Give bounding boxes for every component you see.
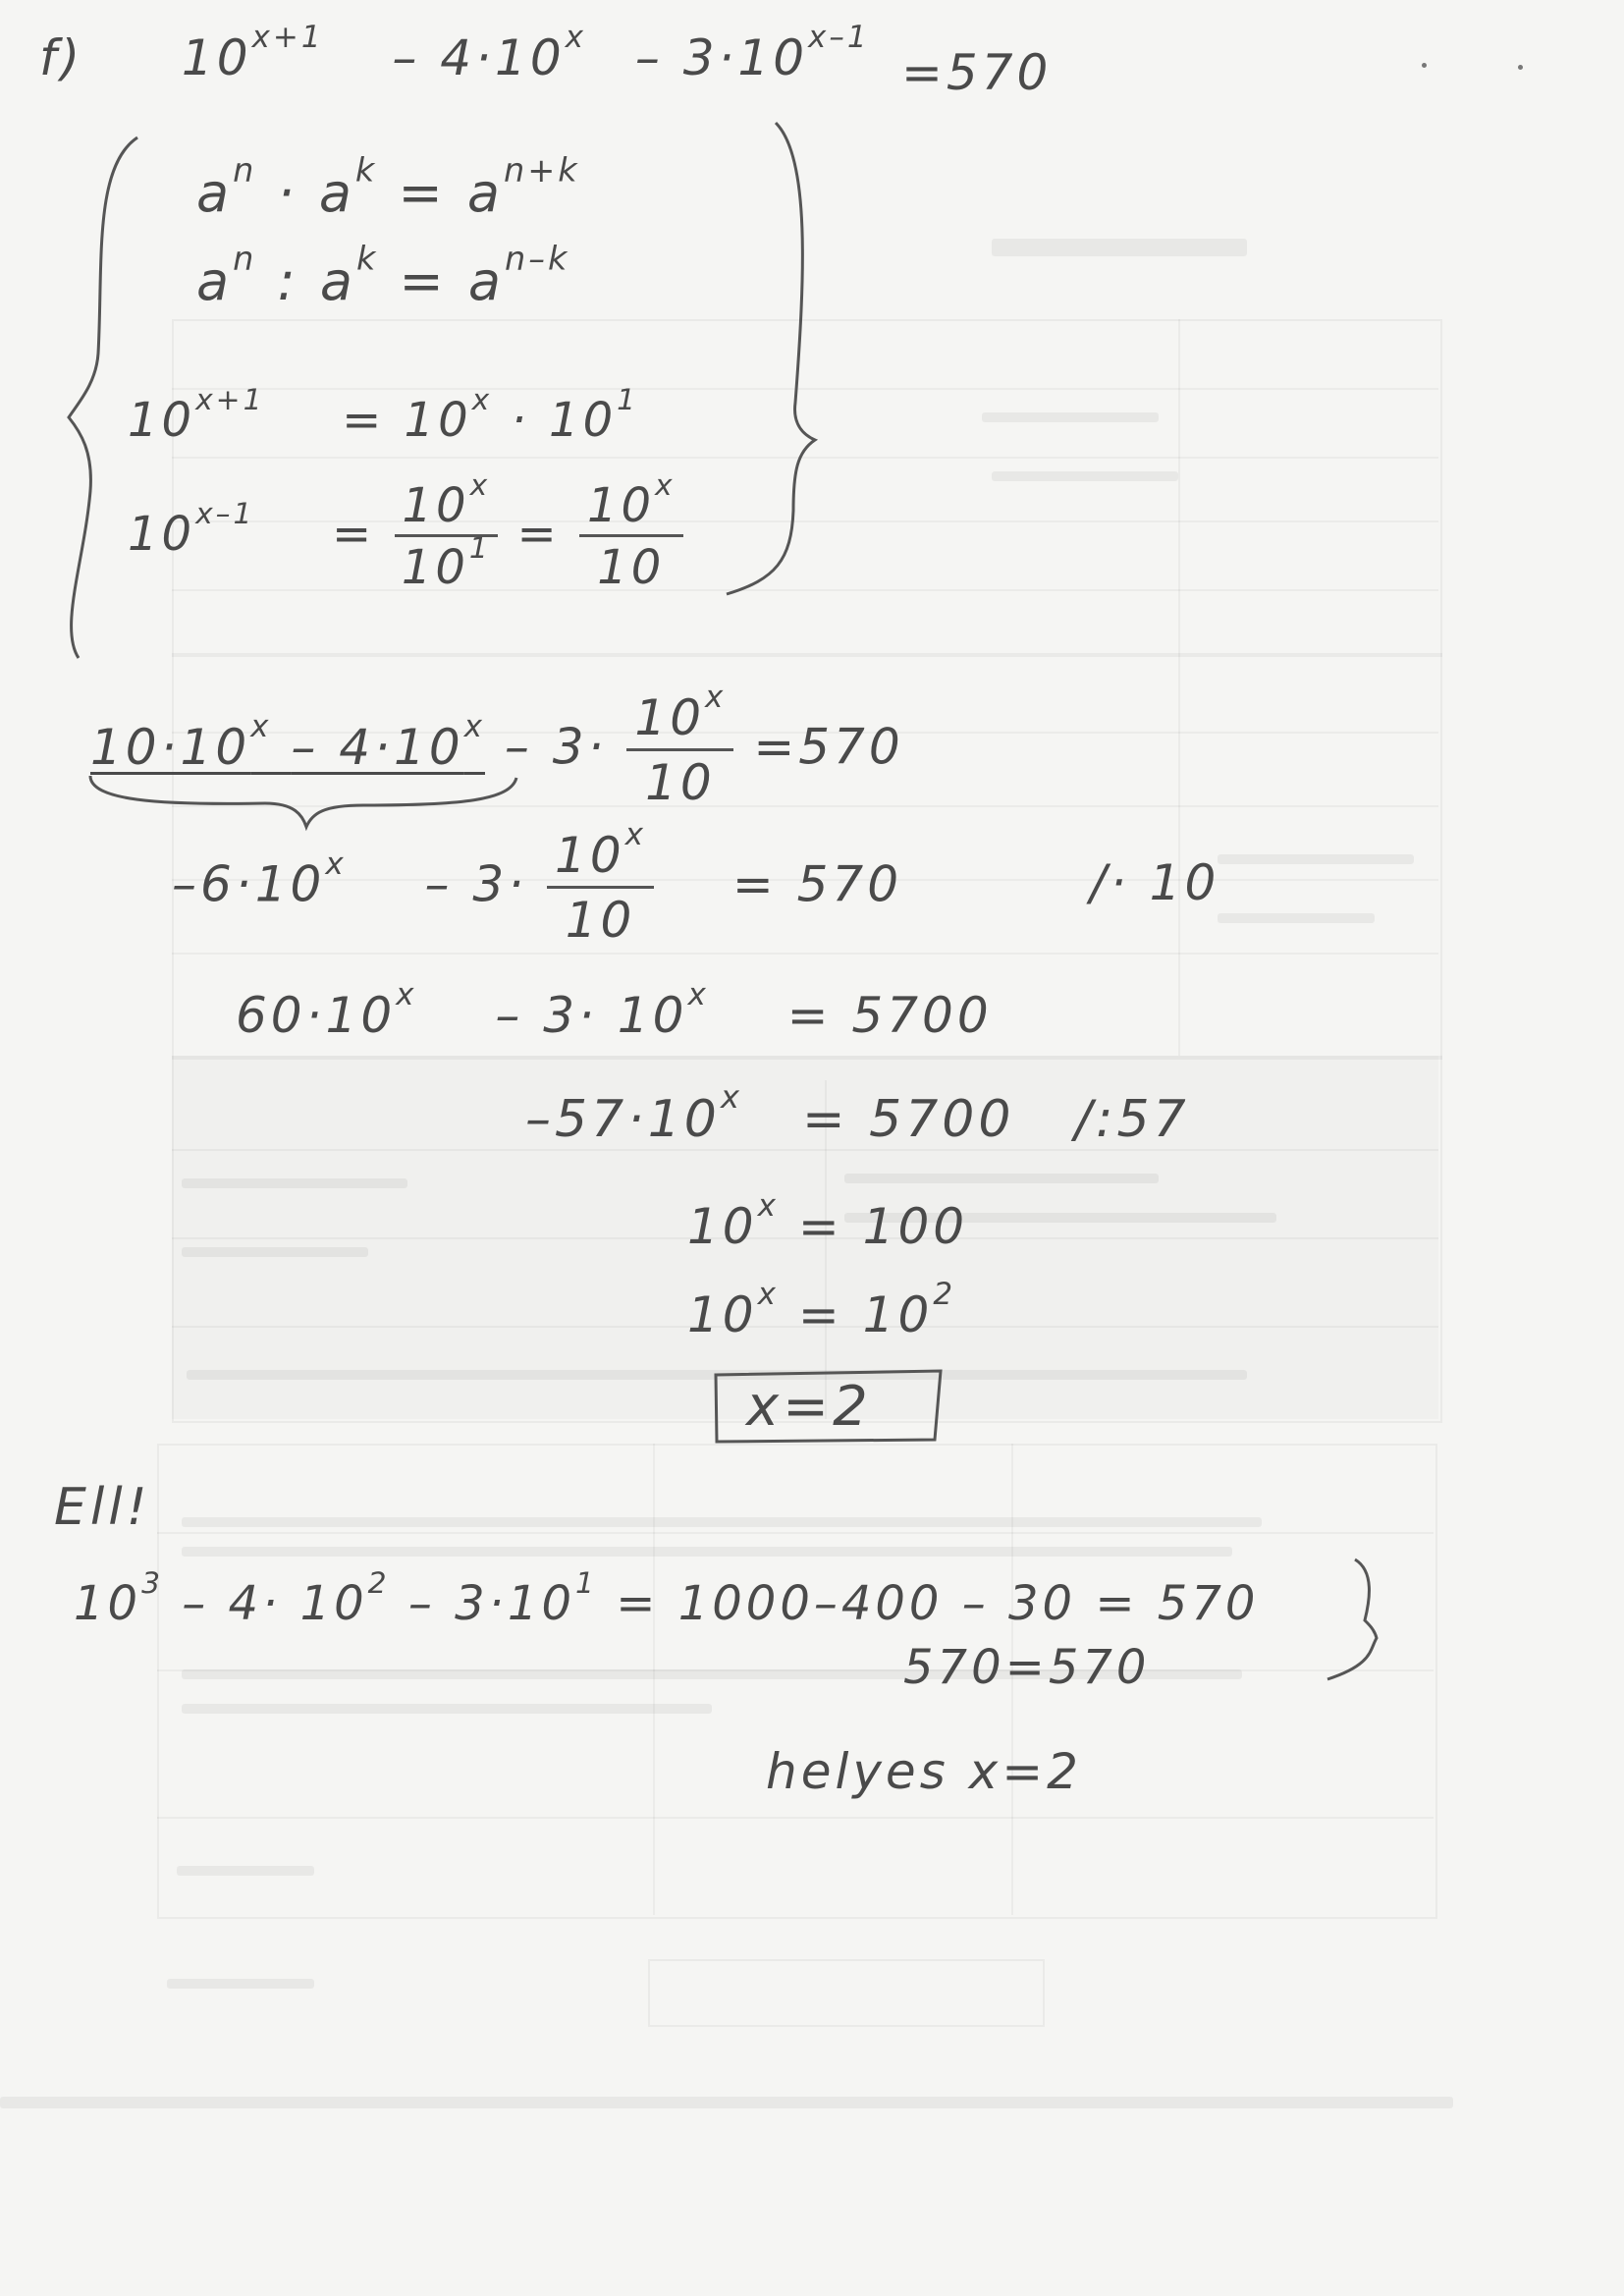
rule-4-f1-den: 10	[401, 540, 469, 596]
term-3: – 3·10	[634, 29, 809, 86]
step-2-fraction	[547, 817, 654, 949]
step-5-term-a: 10	[687, 1198, 758, 1255]
ghost-rule-9	[172, 1149, 1438, 1151]
ghost-footer-text	[0, 2097, 1453, 2108]
rule-4-f1-den-exp: 1	[468, 530, 491, 566]
ghost-table-4	[157, 1444, 1437, 1919]
term-2: – 4·10	[392, 29, 566, 86]
rule-4-f2-den: 10	[597, 540, 666, 596]
rule-split-plus	[128, 383, 639, 448]
step-2-term-a: –6·10	[172, 855, 326, 913]
step-1-term-b: – 4·10	[291, 718, 464, 776]
step-1-term-c: – 3·	[504, 718, 608, 776]
step-1-term-a: 10·10	[90, 718, 251, 776]
step-2-operation: /· 10	[1090, 854, 1220, 911]
rule-3-exp-1: x+1	[195, 383, 265, 418]
rule-4-f2-num: 10	[586, 478, 656, 533]
step-3-rhs: = 5700	[786, 987, 993, 1044]
ghost-text-7	[844, 1174, 1159, 1183]
step-6-rhs-exp: 2	[933, 1277, 956, 1313]
step-1-frac-den: 10	[645, 753, 716, 811]
check-term-a-exp: 3	[141, 1566, 164, 1602]
rule-4-f2-num-exp: x	[655, 468, 676, 504]
ghost-heading	[992, 239, 1247, 256]
rule-product	[196, 150, 580, 224]
rule-3-eq: = 10	[342, 393, 472, 448]
rule-4-eq: =	[332, 506, 376, 562]
step-1	[90, 680, 904, 811]
rule-1-exp-2: k	[354, 150, 378, 190]
step-5-term-a-exp: x	[757, 1188, 779, 1225]
step-3-term-a: 60·10	[236, 987, 397, 1044]
step-1-frac-num: 10	[634, 689, 706, 746]
ghost-rule-14	[157, 1817, 1434, 1819]
ghost-text-11	[182, 1547, 1232, 1557]
check-term-c-exp: 1	[575, 1566, 597, 1602]
rule-split-minus	[128, 468, 683, 596]
ghost-text-3	[1218, 854, 1414, 864]
step-2-frac-den: 10	[565, 891, 636, 949]
rule-1-result: = a	[398, 162, 504, 224]
step-3	[236, 977, 993, 1044]
step-2	[172, 817, 903, 949]
rule-1-exp-3: n+k	[503, 150, 580, 190]
rule-3-exp-3: 1	[617, 383, 639, 418]
rule-4-fraction-1	[395, 468, 499, 596]
ghost-text-2	[992, 471, 1178, 481]
ghost-text-14	[177, 1866, 314, 1876]
term-3-exponent: x–1	[808, 20, 870, 56]
rule-4-base: 10	[128, 506, 196, 562]
step-4-rhs: = 5700	[802, 1090, 1015, 1149]
rule-2-exp-2: k	[355, 239, 379, 278]
check-computation: = 1000–400 – 30 = 570	[616, 1576, 1260, 1631]
check-verdict: helyes x=2	[766, 1743, 1082, 1800]
step-1-term-a-exp: x	[250, 708, 272, 744]
ghost-divider-1	[1178, 319, 1180, 1056]
rule-1-mid: · a	[277, 162, 355, 224]
step-3-term-a-exp: x	[396, 977, 417, 1013]
final-answer: x=2	[746, 1375, 872, 1439]
ghost-text-9	[187, 1370, 1247, 1380]
rule-1-exp-1: n	[233, 150, 257, 190]
step-1-rhs: =570	[753, 718, 904, 776]
rule-4-exp-1: x–1	[195, 497, 255, 532]
rule-3-mid: · 10	[511, 393, 618, 448]
step-6-rhs: = 10	[797, 1286, 934, 1343]
step-5-rhs: = 100	[797, 1198, 969, 1255]
speck-1	[1422, 63, 1427, 68]
check-line-1	[74, 1566, 1260, 1631]
rule-2-exp-1: n	[233, 239, 257, 278]
step-4	[525, 1077, 1190, 1149]
ghost-divider-3	[653, 1444, 655, 1915]
check-heading: Ell!	[54, 1478, 151, 1537]
check-term-b: – 4· 10	[182, 1576, 368, 1631]
step-6-term-a-exp: x	[757, 1277, 779, 1313]
ghost-text-6	[182, 1247, 368, 1257]
rule-quotient	[196, 239, 570, 312]
check-term-a: 10	[74, 1576, 142, 1631]
ghost-rule-2	[172, 457, 1438, 459]
step-2-frac-num-exp: x	[624, 817, 646, 853]
term-1-base: 10	[181, 29, 252, 86]
speck-2	[1518, 65, 1523, 70]
step-2-frac-num: 10	[555, 827, 625, 884]
step-6-term-a: 10	[687, 1286, 758, 1343]
rule-2-base: a	[196, 250, 234, 312]
step-5	[687, 1188, 969, 1255]
rule-2-mid: : a	[277, 250, 356, 312]
step-2-term-b: – 3·	[424, 855, 528, 913]
ghost-text-1	[982, 412, 1159, 422]
check-term-c: – 3·10	[407, 1576, 576, 1631]
term-2-exponent: x	[565, 20, 586, 56]
step-1-frac-num-exp: x	[705, 680, 727, 716]
ghost-signature-box	[648, 1959, 1045, 2027]
step-1-fraction	[626, 680, 733, 811]
step-4-operation: /:57	[1074, 1090, 1190, 1149]
step-4-term-a-exp: x	[720, 1077, 742, 1116]
step-6	[687, 1277, 956, 1343]
ghost-rule-8	[172, 953, 1438, 955]
step-1-term-b-exp: x	[463, 708, 485, 744]
check-term-b-exp: 2	[367, 1566, 390, 1602]
ghost-text-5	[182, 1178, 407, 1188]
ghost-text-15	[167, 1979, 314, 1989]
step-3-term-b-exp: x	[687, 977, 709, 1013]
ghost-text-10	[182, 1517, 1262, 1527]
rule-3-base: 10	[128, 393, 196, 448]
ghost-text-13	[182, 1704, 712, 1714]
rule-4-fraction-2	[579, 468, 683, 596]
step-4-term-a: –57·10	[525, 1090, 721, 1149]
rule-4-f1-num-exp: x	[469, 468, 491, 504]
step-3-term-b: – 3· 10	[495, 987, 688, 1044]
rule-4-eq-2: =	[516, 506, 561, 562]
rule-4-f1-num: 10	[402, 478, 470, 533]
ghost-rule-1	[172, 388, 1438, 390]
rule-1-base: a	[196, 162, 234, 224]
step-2-rhs: = 570	[731, 855, 903, 913]
term-1-exponent: x+1	[251, 20, 324, 56]
problem-label: f)	[39, 29, 84, 86]
rule-3-exp-2: x	[471, 383, 493, 418]
ghost-rule-12	[157, 1532, 1434, 1534]
rule-2-exp-3: n–k	[505, 239, 570, 278]
problem-line	[39, 20, 870, 86]
step-2-term-a-exp: x	[325, 846, 347, 882]
problem-rhs: =570	[901, 44, 1053, 101]
rule-2-result: = a	[399, 250, 506, 312]
check-line-2: 570=570	[903, 1640, 1151, 1695]
ghost-text-4	[1218, 913, 1375, 923]
